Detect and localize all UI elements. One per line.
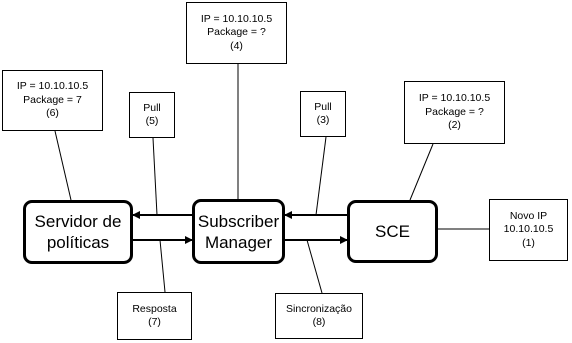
note-7 bbox=[117, 292, 192, 340]
note-1-line3: (1) bbox=[522, 236, 535, 249]
leader-n6 bbox=[55, 131, 71, 200]
policy-server-box bbox=[23, 200, 133, 264]
sce-box bbox=[347, 200, 438, 263]
subscriber-manager-box bbox=[192, 199, 285, 264]
note-6-line1: IP = 10.10.10.5 bbox=[16, 80, 89, 93]
leader-n3 bbox=[316, 137, 326, 215]
note-2-line3: (2) bbox=[448, 119, 461, 132]
note-1 bbox=[489, 199, 568, 261]
note-6-line2: Package = 7 bbox=[23, 93, 82, 106]
note-4-line3: (4) bbox=[230, 39, 243, 52]
note-1-line2: 10.10.10.5 bbox=[503, 223, 554, 236]
note-6 bbox=[2, 70, 103, 131]
note-7-line2: (7) bbox=[148, 316, 161, 328]
note-3 bbox=[300, 91, 346, 137]
subscriber-manager-line1: Subscriber bbox=[197, 211, 280, 231]
subscriber-manager-line2: Manager bbox=[204, 232, 273, 252]
note-4-line2: Package = ? bbox=[207, 26, 266, 39]
note-8-line1: Sincronização bbox=[286, 302, 352, 315]
note-4 bbox=[186, 2, 287, 64]
policy-server-line2: políticas bbox=[46, 233, 110, 252]
note-4-line1: IP = 10.10.10.5 bbox=[200, 12, 273, 25]
note-8-line2: (8) bbox=[312, 316, 326, 328]
sce-label: SCE bbox=[375, 222, 410, 241]
note-1-line1: Novo IP bbox=[509, 209, 548, 222]
note-2 bbox=[404, 81, 505, 144]
note-3-line1: Pull bbox=[314, 100, 332, 113]
note-7-line1: Resposta bbox=[132, 302, 177, 315]
note-2-line1: IP = 10.10.10.5 bbox=[418, 92, 491, 105]
note-5-line2: (5) bbox=[145, 115, 159, 127]
note-6-line3: (6) bbox=[46, 107, 59, 120]
note-5-line1: Pull bbox=[143, 101, 161, 114]
leader-n5 bbox=[153, 138, 157, 215]
leader-n8 bbox=[307, 240, 322, 293]
note-8 bbox=[275, 293, 363, 339]
policy-server-line1: Servidor de bbox=[34, 212, 122, 231]
note-2-line2: Package = ? bbox=[425, 105, 484, 118]
note-5 bbox=[129, 92, 175, 138]
note-3-line2: (3) bbox=[316, 114, 330, 126]
leader-n2 bbox=[410, 144, 433, 200]
leader-n7 bbox=[160, 240, 165, 292]
